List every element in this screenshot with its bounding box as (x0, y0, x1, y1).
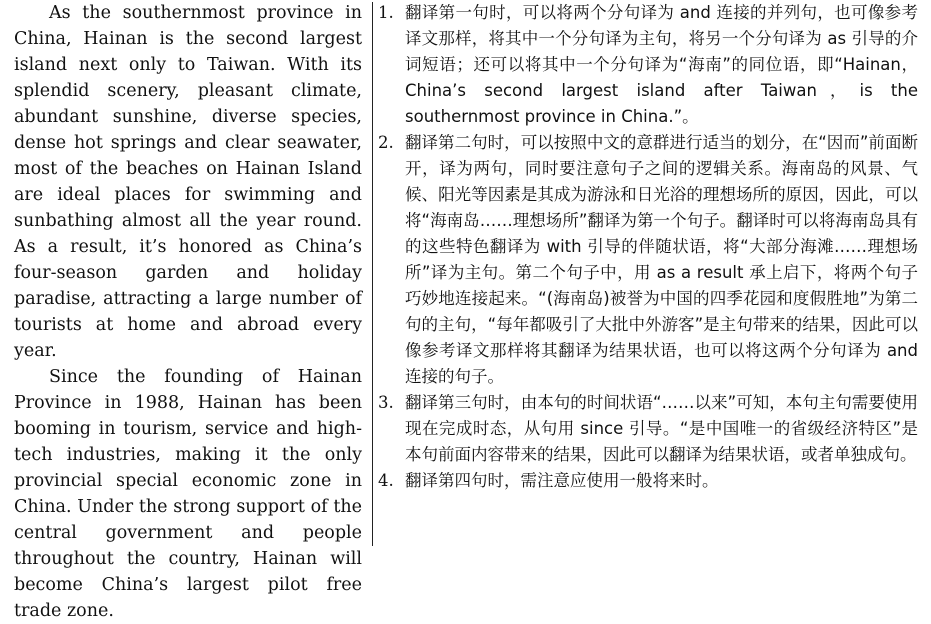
note-text: 翻译第三句时，由本句的时间状语“……以来”可知，本句主句需要使用现在完成时态，从句用 since 引导。“是中国唯一的省级经济特区”是本句前面内容带来的结果，因此可以翻译为结果状语，或者单独成句。 (405, 393, 918, 464)
note-text: 翻译第一句时，可以将两个分句译为 and 连接的并列句，也可像参考译文那样，将其中一个分句译为主句，将另一个分句译为 as 引导的介词短语；还可以将其中一个分句译为“海南”的同位语，即“Hainan，China’s second largest island after Taiwan，is the southernmost province in China.”。 (405, 3, 918, 126)
english-translation-column (14, 0, 362, 624)
note-number: 1. (378, 3, 394, 22)
note-item (378, 130, 918, 390)
english-paragraph-1: As the southernmost province in China, Hainan is the second largest island next only to Taiwan. With its splendid scenery, pleasant climate, abundant sunshine, diverse species, dense hot springs and clear seawater, most of the beaches on Hainan Island are ideal places for swimming and sunbathing almost all the year round. As a result, it’s honored as China’s four-season garden and holiday paradise, attracting a large number of tourists at home and abroad every year. (14, 3, 362, 361)
translation-notes-column (378, 0, 918, 494)
column-divider (372, 2, 373, 546)
note-number: 3. (378, 393, 394, 412)
note-number: 2. (378, 133, 394, 152)
note-number: 4. (378, 471, 394, 490)
note-item (378, 468, 918, 494)
note-text: 翻译第二句时，可以按照中文的意群进行适当的划分，在“因而”前面断开，译为两句，同时要注意句子之间的逻辑关系。海南岛的风景、气候、阳光等因素是其成为游泳和日光浴的理想场所的原因，因此，可以将“海南岛……理想场所”翻译为第一个句子。翻译时可以将海南岛具有的这些特色翻译为 with 引导的伴随状语，将“大部分海滩……理想场所”译为主句。第二个句子中，用 as a result 承上启下，将两个句子巧妙地连接起来。“(海南岛)被誉为中国的四季花园和度假胜地”为第二句的主句，“每年都吸引了大批中外游客”是主句带来的结果，因此可以像参考译文那样将其翻译为结果状语，也可以将这两个分句译为 and 连接的句子。 (405, 133, 918, 386)
note-item (378, 390, 918, 468)
english-paragraph-2: Since the founding of Hainan Province in 1988, Hainan has been booming in tourism, service and high-tech industries, making it the only provincial special economic zone in China. Under the strong support of the central government and people throughout the country, Hainan will become China’s largest pilot free trade zone. (14, 367, 362, 621)
note-text: 翻译第四句时，需注意应使用一般将来时。 (405, 471, 719, 490)
note-item (378, 0, 918, 130)
